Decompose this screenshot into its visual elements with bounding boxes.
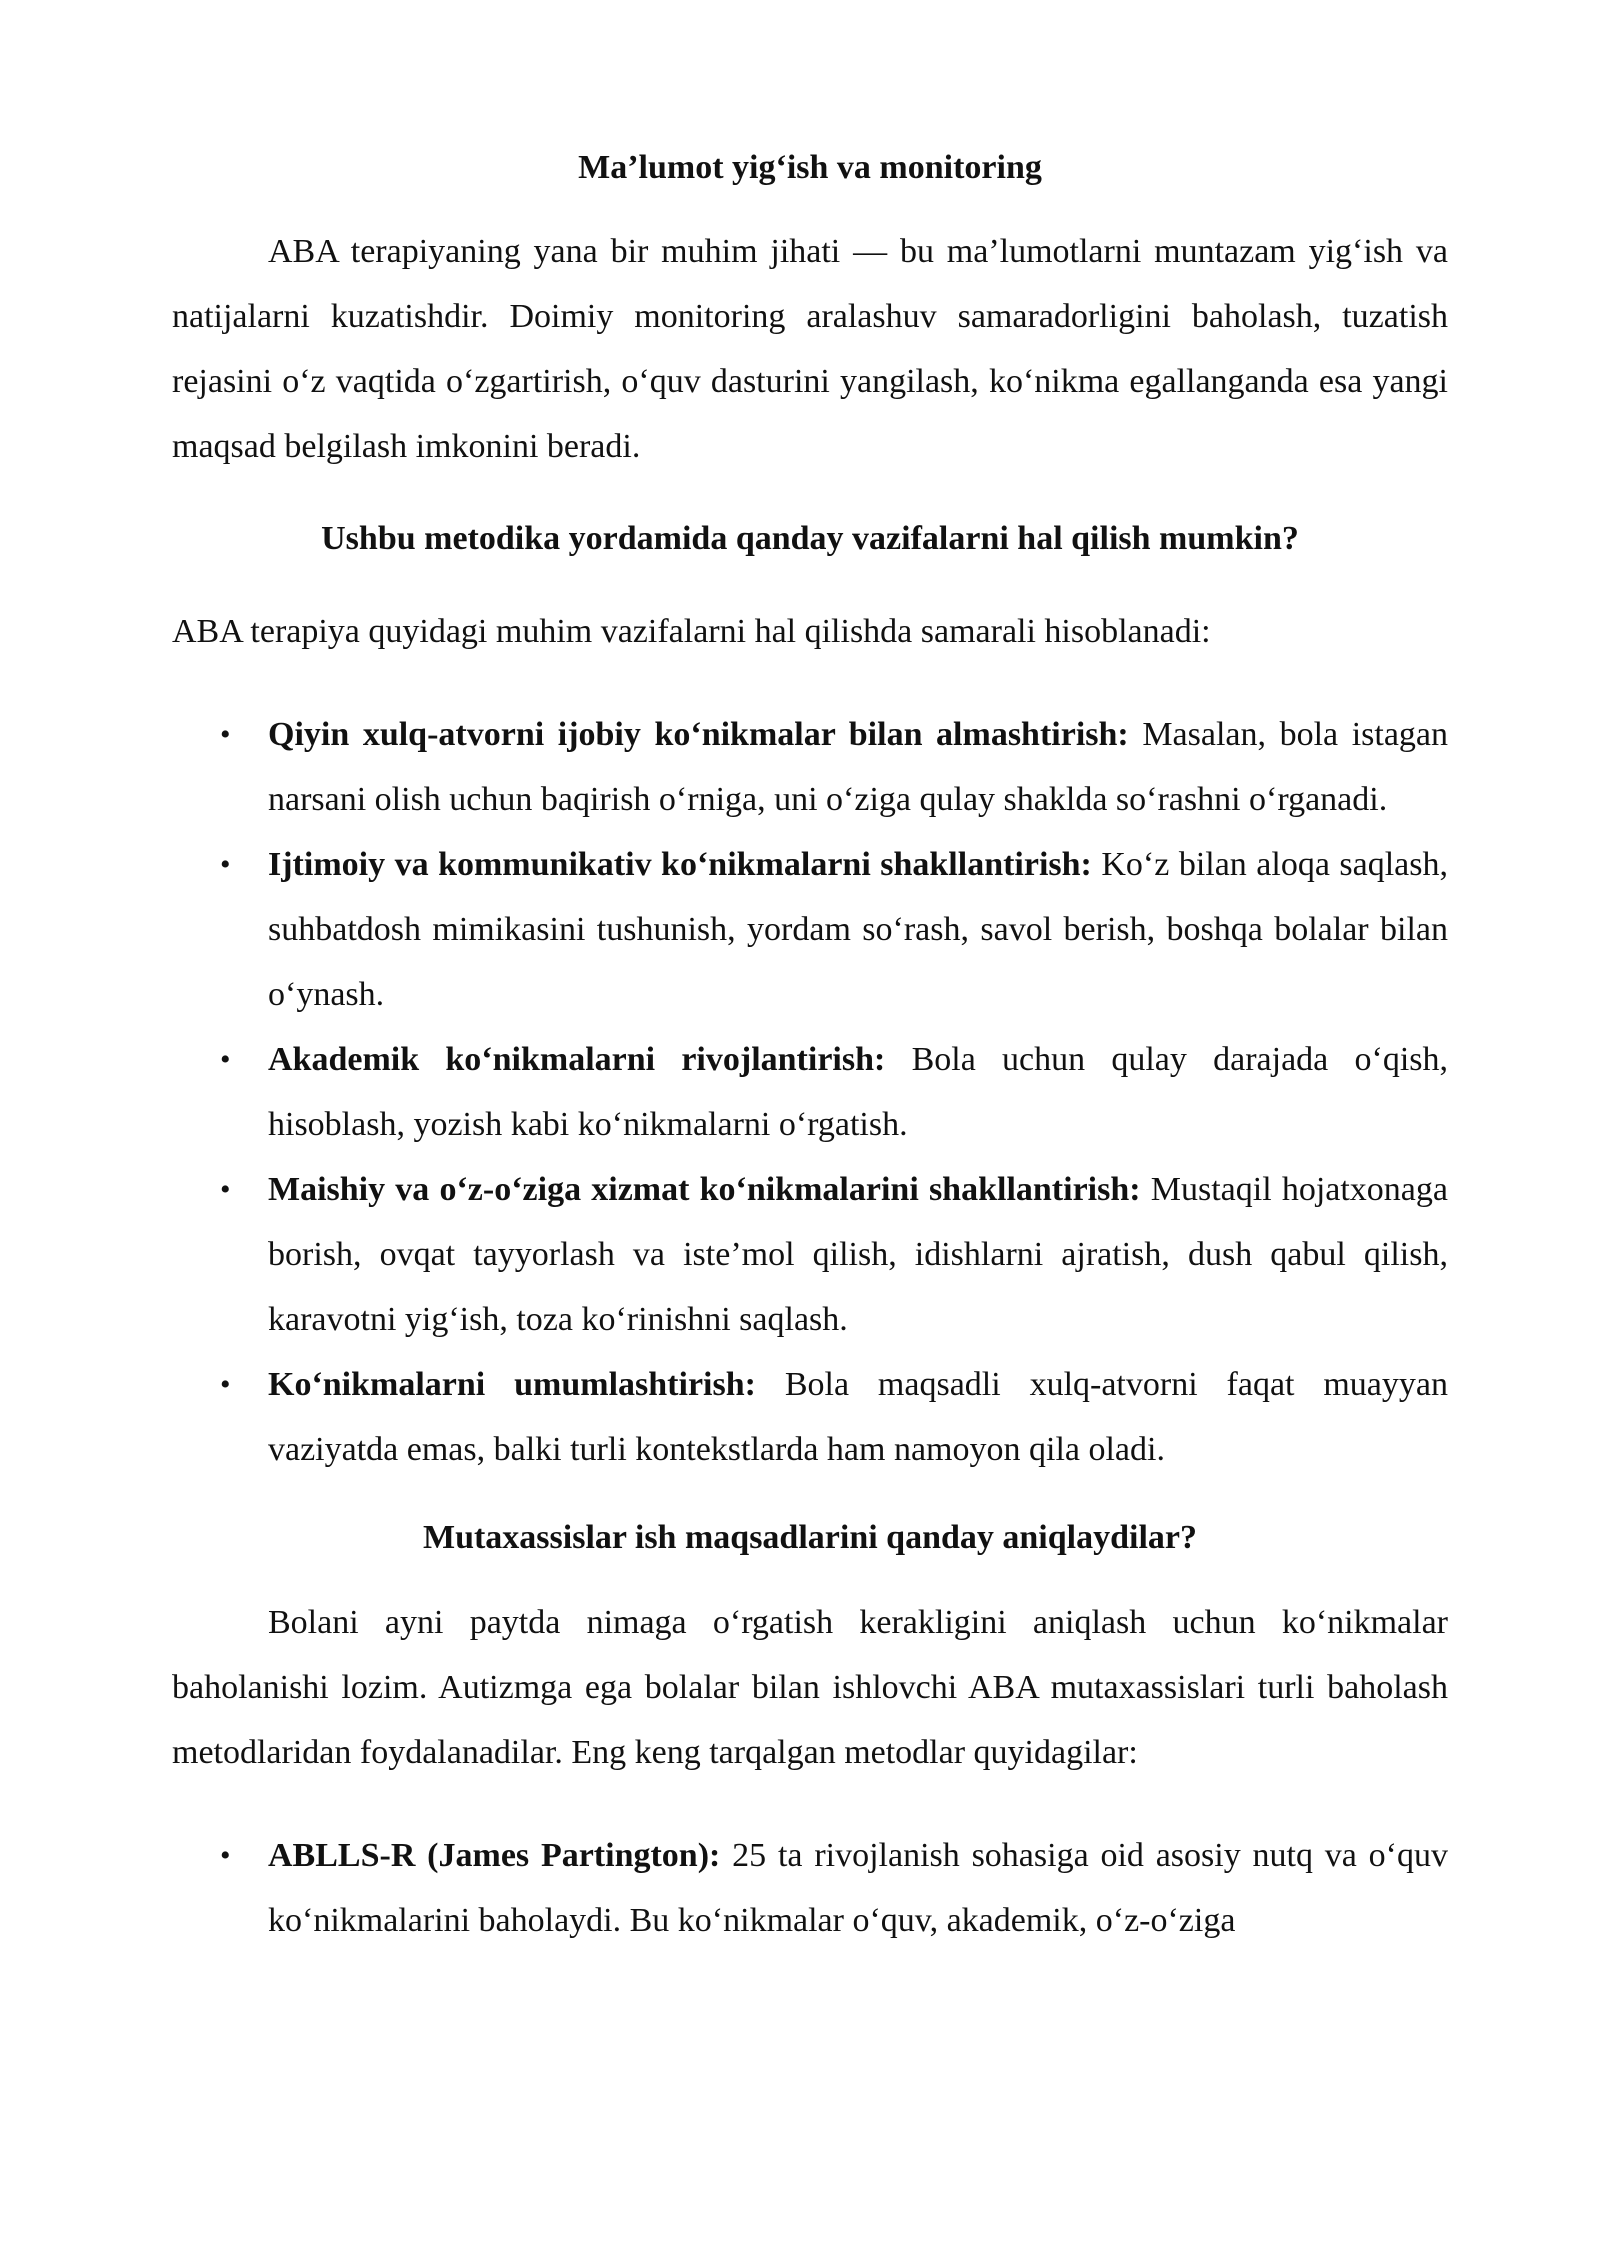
list-item-title: Maishiy va o‘z-o‘ziga xizmat ko‘nikmalarini shakllantirish: bbox=[268, 1171, 1141, 1208]
list-item bbox=[172, 702, 1448, 832]
list-item-title: Qiyin xulq-atvorni ijobiy ko‘nikmalar bilan almashtirish: bbox=[268, 716, 1129, 753]
list-item-title: Akademik ko‘nikmalarni rivojlantirish: bbox=[268, 1041, 886, 1078]
paragraph-data-collection: ABA terapiyaning yana bir muhim jihati — bu ma’lumotlarni muntazam yig‘ish va natijalarni kuzatishdir. Doimiy monitoring aralashuv samaradorligini baholash, tuzatish rejasini o‘z vaqtida o‘zgartirish, o‘quv dasturini yangilash, ko‘nikma egallanganda esa yangi maqsad belgilash imkonini beradi. bbox=[172, 233, 1448, 465]
list-item-text: Bola maqsadli xulq-atvorni faqat muayyan vaziyatda emas, balki turli kontekstlarda ham namoyon qila oladi. bbox=[268, 1366, 1448, 1468]
list-item-title: Ko‘nikmalarni umumlashtirish: bbox=[268, 1366, 756, 1403]
bullet-icon: • bbox=[220, 1173, 231, 1206]
bullet-icon: • bbox=[220, 1368, 231, 1401]
list-item-text: 25 ta rivojlanish sohasiga oid asosiy nutq va o‘quv ko‘nikmalarini baholaydi. Bu ko‘nikmalar o‘quv, akademik, o‘z-o‘ziga bbox=[268, 1837, 1448, 1939]
list-item bbox=[172, 1823, 1448, 1953]
bullet-icon: • bbox=[220, 718, 231, 751]
list-item-text: Bola uchun qulay darajada o‘qish, hisoblash, yozish kabi ko‘nikmalarni o‘rgatish. bbox=[268, 1041, 1448, 1143]
list-item bbox=[172, 832, 1448, 1027]
list-item-text: Masalan, bola istagan narsani olish uchun baqirish o‘rniga, uni o‘ziga qulay shaklda so‘rashni o‘rganadi. bbox=[268, 716, 1449, 818]
list-item-title: Ijtimoiy va kommunikativ ko‘nikmalarni shakllantirish: bbox=[268, 846, 1092, 883]
paragraph-goals: Bolani ayni paytda nimaga o‘rgatish kerakligini aniqlash uchun ko‘nikmalar baholanishi lozim. Autizmga ega bolalar bilan ishlovchi ABA mutaxassislari turli baholash metodlaridan foydalanadilar. Eng keng tarqalgan metodlar quyidagilar: bbox=[172, 1604, 1448, 1771]
paragraph-tasks-intro: ABA terapiya quyidagi muhim vazifalarni hal qilishda samarali hisoblanadi: bbox=[172, 613, 1211, 650]
list-item-title: ABLLS-R (James Partington): bbox=[268, 1837, 721, 1874]
section-heading-data-collection: Ma’lumot yig‘ish va monitoring bbox=[578, 149, 1042, 186]
tasks-list bbox=[172, 702, 1448, 1482]
list-item bbox=[172, 1352, 1448, 1482]
section-heading-goals: Mutaxassislar ish maqsadlarini qanday aniqlaydilar? bbox=[422, 1519, 1197, 1556]
bullet-icon: • bbox=[220, 848, 231, 881]
list-item bbox=[172, 1157, 1448, 1352]
list-item bbox=[172, 1027, 1448, 1157]
bullet-icon: • bbox=[220, 1839, 231, 1872]
list-item-text: Ko‘z bilan aloqa saqlash, suhbatdosh mimikasini tushunish, yordam so‘rash, savol berish, boshqa bolalar bilan o‘ynash. bbox=[268, 846, 1448, 1013]
bullet-icon: • bbox=[220, 1043, 231, 1076]
list-item-text: Mustaqil hojatxonaga borish, ovqat tayyorlash va iste’mol qilish, idishlarni ajratish, dush qabul qilish, karavotni yig‘ish, toza ko‘rinishni saqlash. bbox=[268, 1171, 1448, 1338]
methods-list bbox=[172, 1823, 1448, 1953]
section-heading-tasks: Ushbu metodika yordamida qanday vazifalarni hal qilish mumkin? bbox=[321, 520, 1299, 557]
